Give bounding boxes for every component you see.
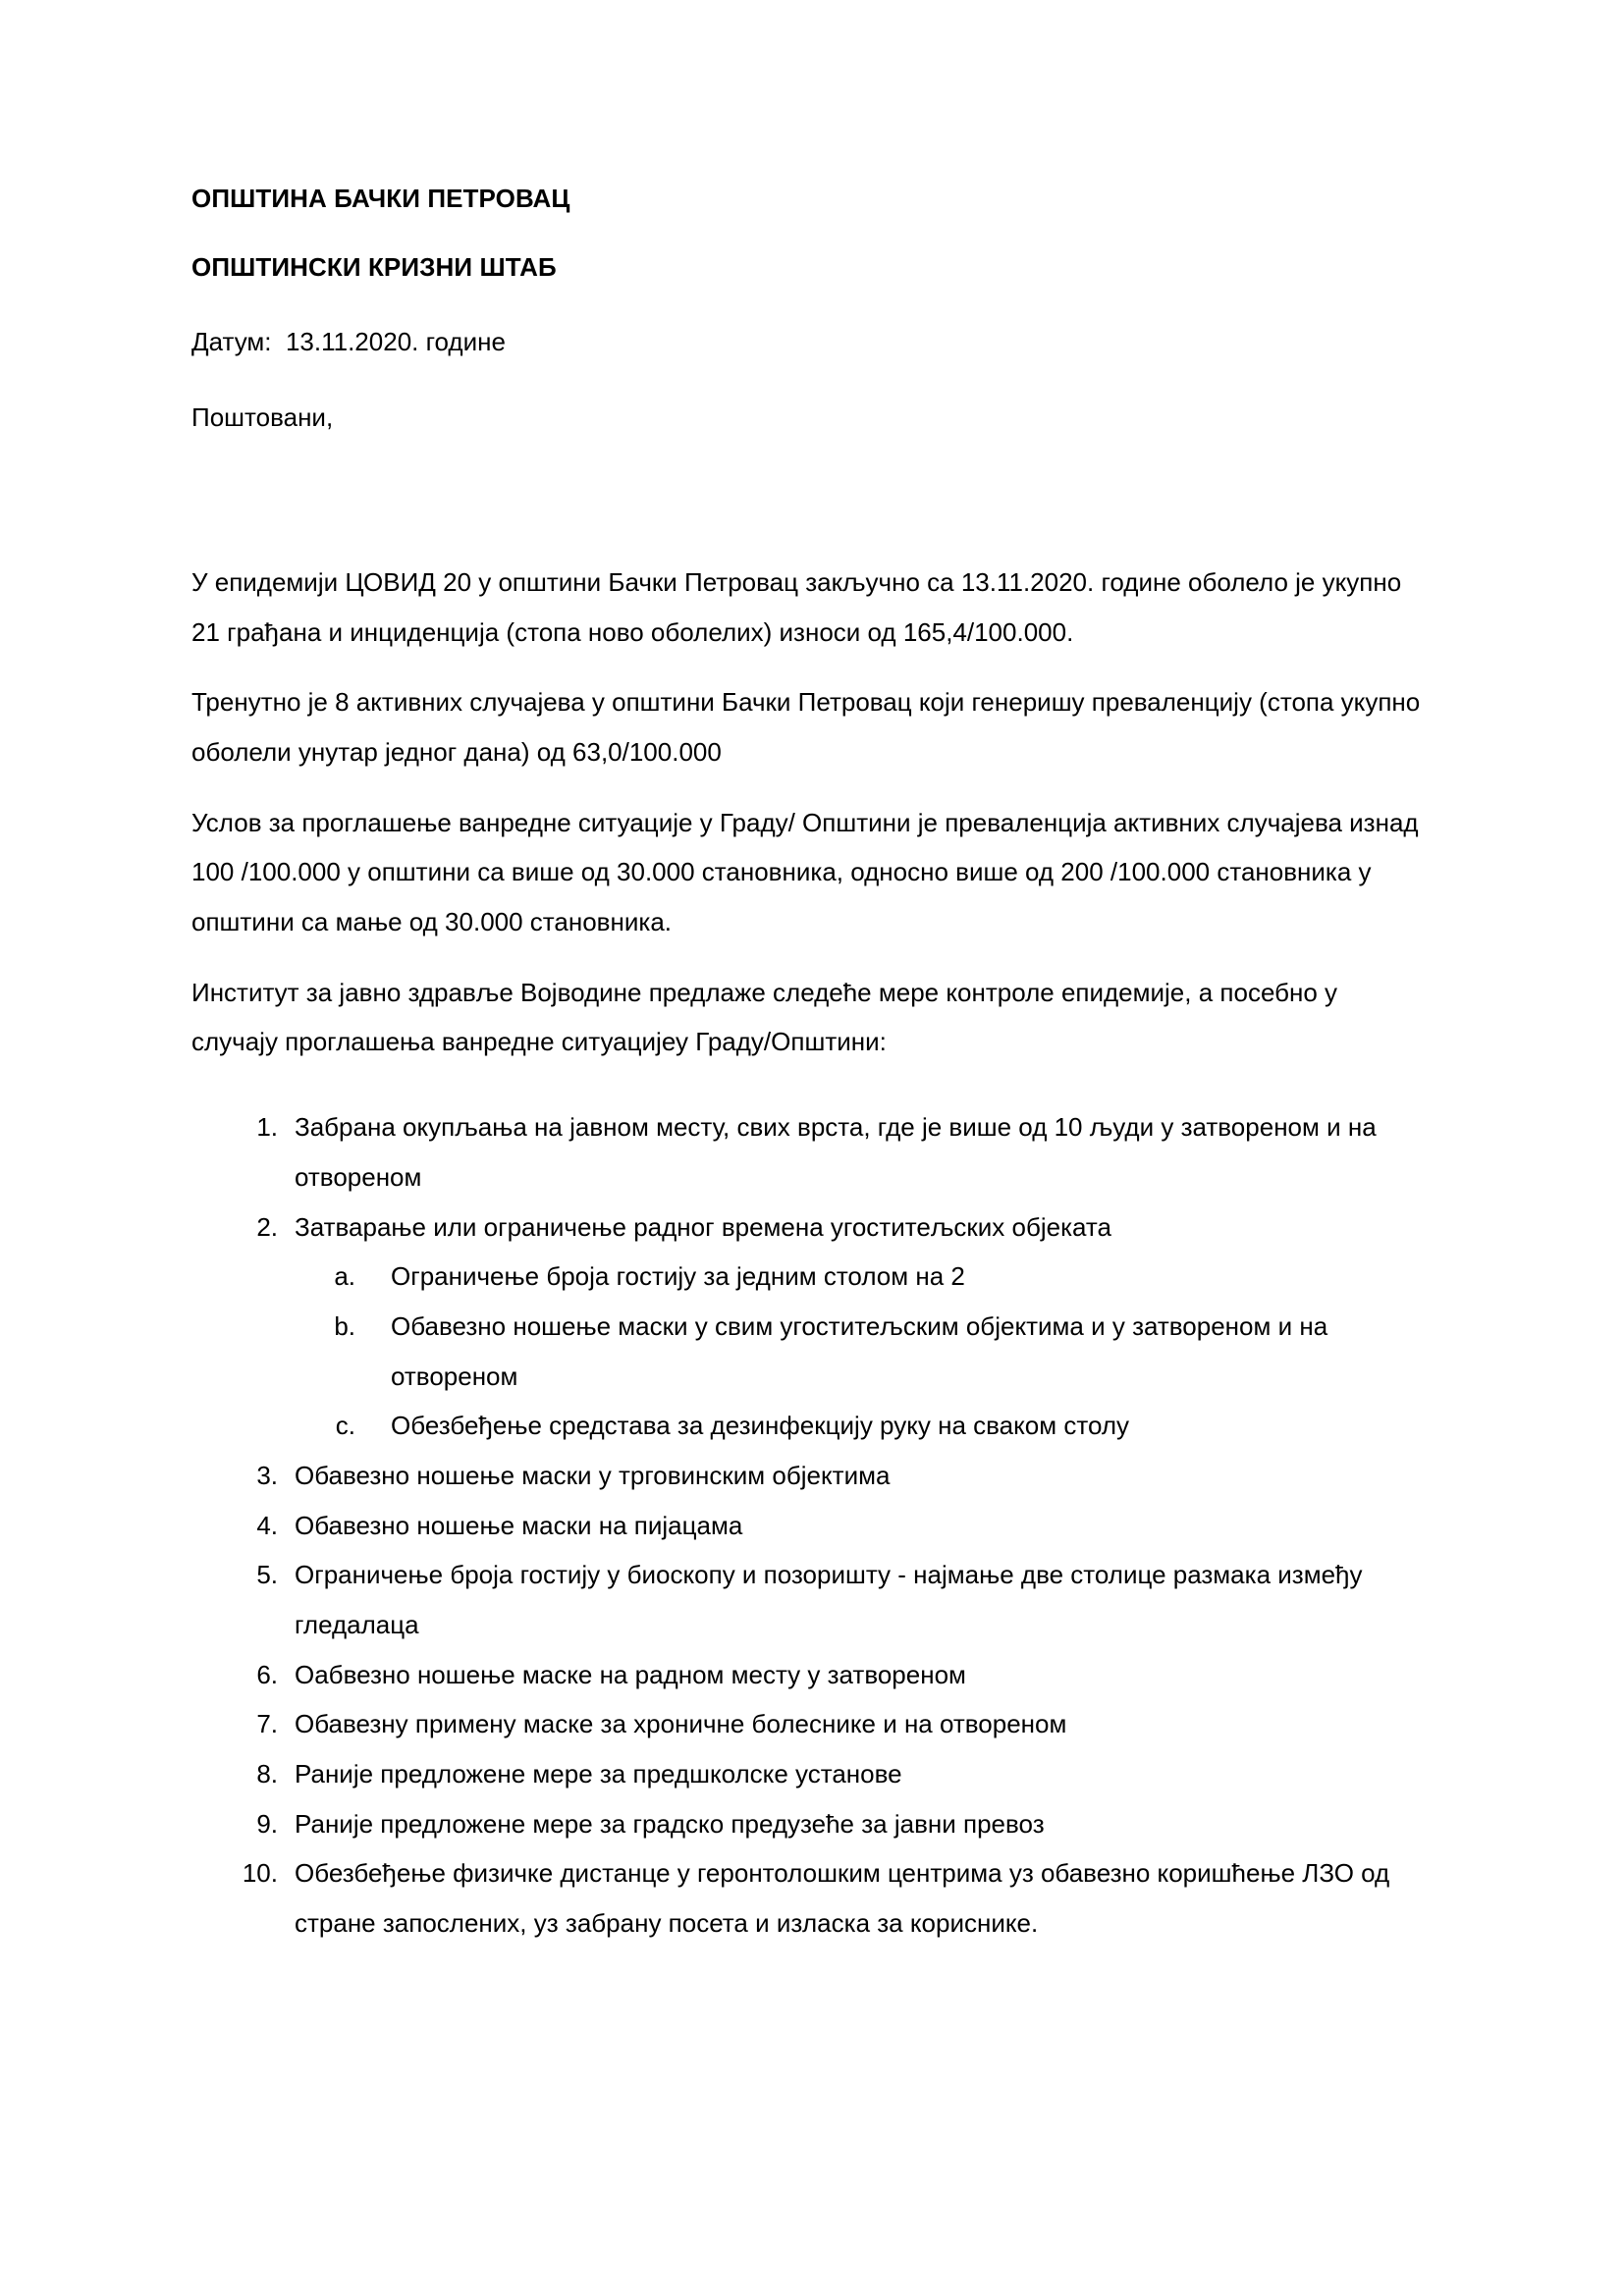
list-item <box>191 1749 1427 1799</box>
department-title: ОПШТИНСКИ КРИЗНИ ШТАБ <box>191 252 557 283</box>
list-item <box>191 1650 1427 1700</box>
list-item <box>191 1451 1427 1501</box>
list-marker: 4. <box>256 1510 278 1540</box>
list-marker: 10. <box>242 1858 278 1889</box>
list-item-text: Обавезну примену маске за хроничне болеснике и на отвореном <box>295 1709 1067 1739</box>
list-item-text: Затварање или ограничење радног времена угоститељских објеката <box>295 1211 1111 1242</box>
list-item-text: Раније предложене мере за предшколске установе <box>295 1759 902 1789</box>
list-marker: 7. <box>256 1709 278 1739</box>
document-body <box>191 182 1427 1949</box>
list-item-text: Обавезно ношење маски у трговинским објектима <box>295 1460 891 1490</box>
measures-list <box>191 1102 1427 1949</box>
list-marker: 8. <box>256 1759 278 1789</box>
paragraph-institute-proposal: Институт за јавно здравље Војводине предлаже следеће мере контроле епидемије, а посебно у случају проглашења ванредне ситуацијеу Граду/Општини: <box>191 977 1338 1057</box>
list-marker: 6. <box>256 1659 278 1689</box>
list-item <box>191 1102 1427 1201</box>
list-item <box>295 1252 1427 1302</box>
list-item-text: Оабвезно ношење маске на радном месту у затвореном <box>295 1659 966 1689</box>
list-item <box>295 1401 1427 1451</box>
paragraph-emergency-condition: Услов за проглашење ванредне ситуације у Граду/ Општини је преваленција активних случајева изнад 100 /100.000 у општини са више од 30.000 становника, односно више од 200 /100.000 становника у општини са мање од 30.000 становника. <box>191 807 1419 937</box>
measures-sublist <box>295 1252 1427 1451</box>
list-marker: 2. <box>256 1211 278 1242</box>
list-item <box>191 1699 1427 1749</box>
sublist-marker: a. <box>334 1261 355 1292</box>
salutation: Поштовани, <box>191 401 334 432</box>
list-item <box>191 1501 1427 1551</box>
list-item <box>295 1302 1427 1401</box>
list-item-text: Раније предложене мере за градско предузеће за јавни превоз <box>295 1808 1045 1839</box>
list-item-text: Забрана окупљања на јавном месту, свих врста, где је више од 10 људи у затвореном и на отвореном <box>295 1112 1377 1192</box>
paragraph-epidemic-summary: У епидемији ЦОВИД 20 у општини Бачки Петровац закључно са 13.11.2020. године оболело је укупно 21 грађана и инциденција (стопа ново оболелих) износи од 165,4/100.000. <box>191 566 1402 647</box>
list-item-text: Обавезно ношење маски на пијацама <box>295 1510 743 1540</box>
sublist-marker: b. <box>334 1310 355 1341</box>
list-item-text: Обезбеђење физичке дистанце у геронтолошким центрима уз обавезно коришћење ЛЗО од стране запослених, уз забрану посета и изласка за кориснике. <box>295 1858 1390 1939</box>
list-item <box>191 1202 1427 1451</box>
list-item <box>191 1550 1427 1649</box>
list-marker: 9. <box>256 1808 278 1839</box>
list-item <box>191 1848 1427 1948</box>
date-line: Датум: 13.11.2020. године <box>191 327 506 357</box>
sublist-item-text: Обезбеђење средстава за дезинфекцију руку на сваком столу <box>391 1411 1130 1441</box>
list-marker: 5. <box>256 1560 278 1590</box>
organization-title: ОПШТИНА БАЧКИ ПЕТРОВАЦ <box>191 184 570 213</box>
sublist-item-text: Обавезно ношење маски у свим угоститељским објектима и у затвореном и на отвореном <box>391 1310 1328 1391</box>
list-item-text: Ограничење броја гостију у биоскопу и позоришту - најмање две столице размака између гледалаца <box>295 1560 1363 1640</box>
paragraph-active-cases: Тренутно је 8 активних случајева у општини Бачки Петровац који генеришу преваленцију (стопа укупно оболели унутар једног дана) од 63,0/100.000 <box>191 687 1421 768</box>
sublist-marker: c. <box>335 1411 355 1441</box>
list-marker: 1. <box>256 1112 278 1143</box>
list-marker: 3. <box>256 1460 278 1490</box>
sublist-item-text: Ограничење броја гостију за једним столом на 2 <box>391 1261 965 1292</box>
list-item <box>191 1799 1427 1849</box>
